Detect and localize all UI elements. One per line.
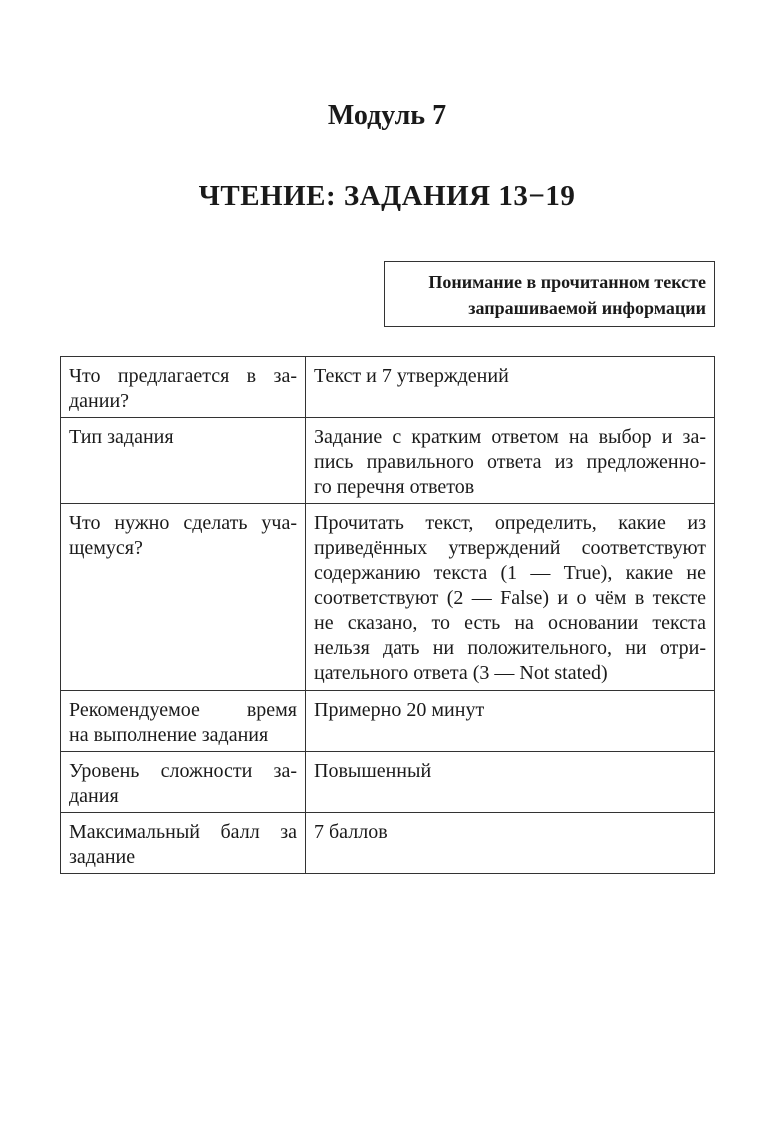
table-row [61,504,715,691]
question-cell [61,504,306,691]
question-cell [61,752,306,813]
question-line: задание [69,846,136,868]
question-line: щемуся? [69,537,143,559]
answer-line: Повышенный [314,760,432,782]
table-row [61,357,715,418]
section-title: ЧТЕНИЕ: ЗАДАНИЯ 13−19 [198,180,576,212]
question-line: на выполнение задания [69,724,269,746]
answer-line: Текст и 7 утверждений [314,365,509,387]
question-cell [61,357,306,418]
table-row [61,691,715,752]
skill-line-2: запрашиваемой информации [468,298,706,318]
answer-cell [306,357,715,418]
answer-line: цательного ответа (3 — Not stated) [314,662,608,684]
answer-line: приведённых утверждений соответствуют [314,537,706,559]
question-line: Что предлагается в за- [69,365,297,387]
answer-line: Примерно 20 минут [314,699,485,721]
skill-description-box [384,261,715,327]
question-line: дании? [69,390,130,412]
answer-line: содержанию текста (1 — True), какие не [314,562,706,584]
answer-line: го перечня ответов [314,476,475,498]
answer-line: Прочитать текст, определить, какие из [314,512,706,534]
question-line: Рекомендуемое время [69,699,297,721]
table-row [61,418,715,504]
task-info-table [60,356,715,874]
question-line: Уровень сложности за- [69,760,297,782]
answer-line: нельзя дать ни положительного, ни отри- [314,637,706,659]
skill-line-1: Понимание в прочитанном тексте [428,272,706,292]
answer-cell [306,504,715,691]
answer-line: пись правильного ответа из предложенно- [314,451,706,473]
question-cell [61,418,306,504]
answer-line: соответствуют (2 — False) и о чём в тексте [314,587,706,609]
answer-cell [306,752,715,813]
answer-line: Задание с кратким ответом на выбор и за- [314,426,706,448]
answer-cell [306,691,715,752]
question-line: Что нужно сделать уча- [69,512,297,534]
answer-line: не сказано, то есть на основании текста [314,612,706,634]
question-cell [61,691,306,752]
question-cell [61,813,306,874]
question-line: Максимальный балл за [69,821,297,843]
table-row [61,813,715,874]
answer-cell [306,418,715,504]
table-row [61,752,715,813]
question-line: дания [69,785,119,807]
answer-line: 7 баллов [314,821,388,843]
answer-cell [306,813,715,874]
question-line: Тип задания [69,426,174,448]
module-title: Модуль 7 [327,100,447,131]
